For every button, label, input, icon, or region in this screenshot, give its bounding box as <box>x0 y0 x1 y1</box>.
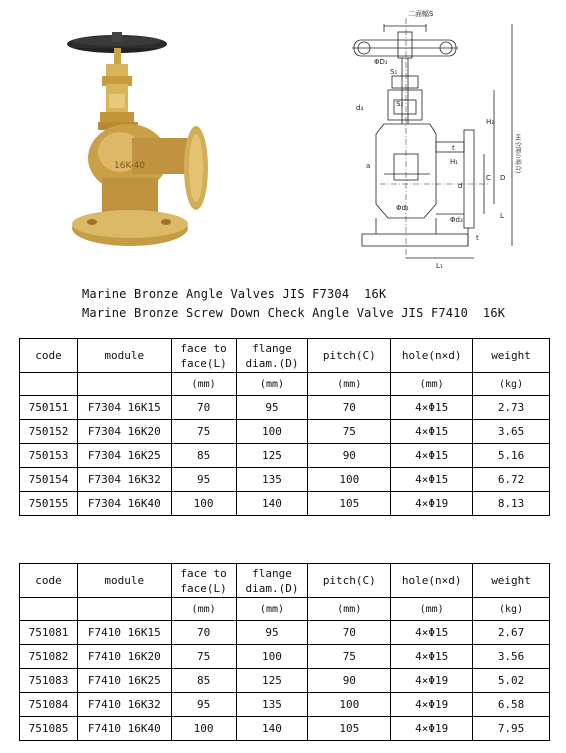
col-face: face to face(L) <box>171 339 236 373</box>
unit-hole: (mm) <box>391 598 473 621</box>
col-hole: hole(n×d) <box>391 339 473 373</box>
col-hole: hole(n×d) <box>391 564 473 598</box>
unit-weight: (kg) <box>473 598 550 621</box>
col-face: face to face(L) <box>171 564 236 598</box>
body-marking: 16K-40 <box>114 161 146 171</box>
table-row: 750152 F7304 16K20 75 100 75 4×Φ15 3.65 <box>20 420 550 444</box>
spec-table-f7304 <box>19 338 550 516</box>
table-unit-row <box>20 598 550 621</box>
unit-pitch: (mm) <box>308 373 391 396</box>
label-L: L <box>500 212 504 220</box>
col-flange: flange diam.(D) <box>236 339 308 373</box>
col-weight: weight <box>473 564 550 598</box>
col-flange: flange diam.(D) <box>236 564 308 598</box>
label-two-face-width: 二面幅S <box>408 10 434 18</box>
label-L1: L₁ <box>436 262 443 270</box>
unit-weight: (kg) <box>473 373 550 396</box>
table-row: 751085 F7410 16K40 100 140 105 4×Φ19 7.95 <box>20 717 550 741</box>
label-t-bottom: t <box>476 234 479 242</box>
col-pitch: pitch(C) <box>308 564 391 598</box>
unit-face: (mm) <box>171 598 236 621</box>
table-row: 750154 F7304 16K32 95 135 100 4×Φ15 6.72 <box>20 468 550 492</box>
table-row: 751083 F7410 16K25 85 125 90 4×Φ19 5.02 <box>20 669 550 693</box>
label-t: t <box>452 144 455 152</box>
col-pitch: pitch(C) <box>308 339 391 373</box>
col-weight: weight <box>473 339 550 373</box>
label-d2: ΦD₂ <box>374 58 388 66</box>
label-d3: Φd₃ <box>450 216 463 224</box>
table-row: 750155 F7304 16K40 100 140 105 4×Φ19 8.13 <box>20 492 550 516</box>
unit-pitch: (mm) <box>308 598 391 621</box>
heading-angle-valves: Marine Bronze Angle Valves JIS F7304 16K <box>82 287 387 301</box>
label-d4: d₄ <box>356 104 364 112</box>
valve-photo <box>62 28 222 253</box>
col-code: code <box>20 564 78 598</box>
table-row: 750151 F7304 16K15 70 95 70 4×Φ15 2.73 <box>20 396 550 420</box>
unit-face: (mm) <box>171 373 236 396</box>
unit-flange: (mm) <box>236 598 308 621</box>
col-module: module <box>77 564 171 598</box>
table-row: 750153 F7304 16K25 85 125 90 4×Φ15 5.16 <box>20 444 550 468</box>
table-unit-row <box>20 373 550 396</box>
label-a: a <box>366 162 371 170</box>
label-s1: S₁ <box>390 68 398 76</box>
unit-hole: (mm) <box>391 373 473 396</box>
label-c: C <box>486 174 491 182</box>
heading-check-angle-valve: Marine Bronze Screw Down Check Angle Valve JIS F7410 16K <box>82 306 506 320</box>
spec-table-f7410 <box>19 563 550 741</box>
label-d1: Φd₁ <box>396 204 409 212</box>
table-row: 751084 F7410 16K32 95 135 100 4×Φ19 6.58 <box>20 693 550 717</box>
label-s2: S₂ <box>396 100 404 108</box>
table-row: 751081 F7410 16K15 70 95 70 4×Φ15 2.67 <box>20 621 550 645</box>
label-h1: H₁ <box>450 158 459 166</box>
unit-flange: (mm) <box>236 373 308 396</box>
table-header-row <box>20 339 550 373</box>
label-h-full-open: H(全開の場合) <box>514 134 521 174</box>
valve-technical-drawing <box>340 4 530 272</box>
table-row: 751082 F7410 16K20 75 100 75 4×Φ15 3.56 <box>20 645 550 669</box>
col-module: module <box>77 339 171 373</box>
label-h2: H₂ <box>486 118 495 126</box>
label-d: d <box>458 182 463 190</box>
label-D: D <box>500 174 506 182</box>
table-header-row <box>20 564 550 598</box>
col-code: code <box>20 339 78 373</box>
